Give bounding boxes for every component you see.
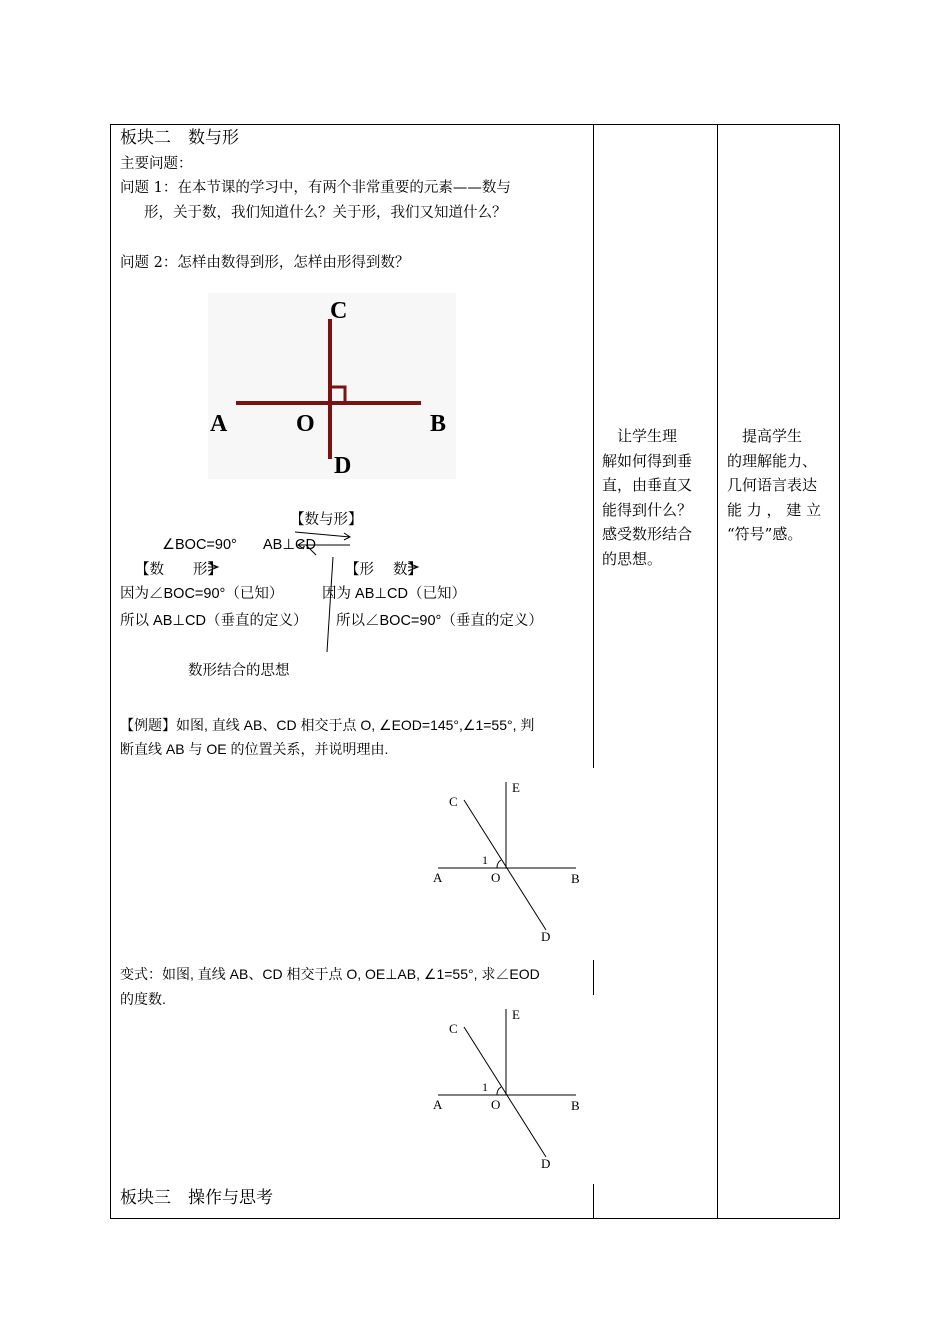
design-intent-line: 直，由垂直又 (602, 476, 693, 494)
design-intent-line: 让学生理 (602, 427, 678, 445)
ability-goal-line: 提高学生 (727, 427, 803, 445)
fig3-label-1: 1 (482, 1080, 488, 1094)
because-right: 因为 AB⊥CD（已知） (322, 586, 466, 602)
fig2-label-1: 1 (482, 853, 488, 867)
fig1-label-d: D (334, 453, 352, 479)
example-line1: 【例题】如图, 直线 AB、CD 相交于点 O, ∠EOD=145°,∠1=55°, 判 (120, 717, 535, 733)
left-tag-b: 形】 (193, 562, 222, 578)
table-bottom-border (110, 1218, 840, 1219)
fig2-label-o: O (491, 870, 501, 885)
ability-goal-line: 能 力 ， 建 立 (727, 500, 822, 519)
fig2-label-a: A (433, 870, 443, 885)
question1-line2: 形，关于数，我们知道什么？关于形，我们又知道什么？ (144, 205, 507, 221)
fig2-label-e: E (512, 780, 520, 795)
therefore-right: 所以∠BOC=90°（垂直的定义） (336, 613, 543, 629)
column-divider-1b (593, 960, 594, 995)
left-tag-a: 【数 (135, 562, 164, 578)
fig3-label-d: D (541, 1156, 551, 1171)
variant-line2: 的度数. (120, 991, 166, 1007)
design-intent-line: 感受数形结合 (602, 525, 693, 543)
section3-title: 板块三 操作与思考 (120, 1188, 273, 1208)
design-intent-cell (602, 424, 710, 571)
left-expression: ∠BOC=90° (162, 537, 237, 553)
fig1-label-o: O (296, 411, 315, 437)
question2: 问题 2：怎样由数得到形，怎样由形得到数？ (120, 255, 410, 271)
variant-line1: 变式：如图, 直线 AB、CD 相交于点 O, OE⊥AB, ∠1=55°, 求∠EOD (120, 966, 540, 982)
table-top-border (110, 124, 840, 125)
section2-title: 板块二 数与形 (120, 128, 239, 148)
variant-figure (428, 1005, 588, 1175)
example-figure (428, 778, 588, 948)
perpendicular-figure (208, 293, 456, 479)
design-intent-line: 的思想。 (602, 549, 663, 568)
ability-goal-line: 几何语言表达 (727, 476, 818, 494)
column-divider-1a (593, 124, 594, 768)
ability-goal-line: 的理解能力、 (727, 451, 818, 470)
fig2-label-d: D (541, 929, 551, 944)
right-tag-b: 数】 (393, 562, 422, 578)
therefore-left: 所以 AB⊥CD（垂直的定义） (120, 613, 308, 629)
column-divider-2 (717, 124, 718, 1219)
fig3-label-c: C (449, 1021, 458, 1036)
design-intent-line: 能得到什么？ (602, 500, 693, 519)
ability-goal-cell (727, 424, 831, 547)
because-left: 因为∠BOC=90°（已知） (120, 586, 284, 602)
table-left-border (110, 124, 111, 1219)
fig3-label-e: E (512, 1007, 520, 1022)
fig1-label-c: C (330, 298, 348, 324)
fig3-label-o: O (491, 1097, 501, 1112)
ability-goal-line: “符号”感。 (727, 525, 803, 543)
column-divider-1c (593, 1184, 594, 1219)
fig1-label-a: A (210, 411, 228, 437)
main-questions-label: 主要问题： (120, 156, 193, 172)
fig3-label-b: B (571, 1098, 580, 1113)
question1-line1: 问题 1：在本节课的学习中，有两个非常重要的元素——数与 (120, 180, 511, 196)
fig2-label-c: C (449, 794, 458, 809)
example-line2: 断直线 AB 与 OE 的位置关系，并说明理由. (120, 741, 389, 757)
table-right-border (839, 124, 840, 1219)
right-tag-a: 【形 (345, 562, 374, 578)
fig2-label-b: B (571, 871, 580, 886)
relation-header: 【数与形】 (290, 512, 363, 528)
right-expression: AB⊥CD (263, 537, 316, 553)
combination-idea: 数形结合的思想 (188, 663, 290, 679)
design-intent-line: 解如何得到垂 (602, 451, 693, 470)
fig1-label-b: B (430, 411, 447, 437)
fig3-label-a: A (433, 1097, 443, 1112)
